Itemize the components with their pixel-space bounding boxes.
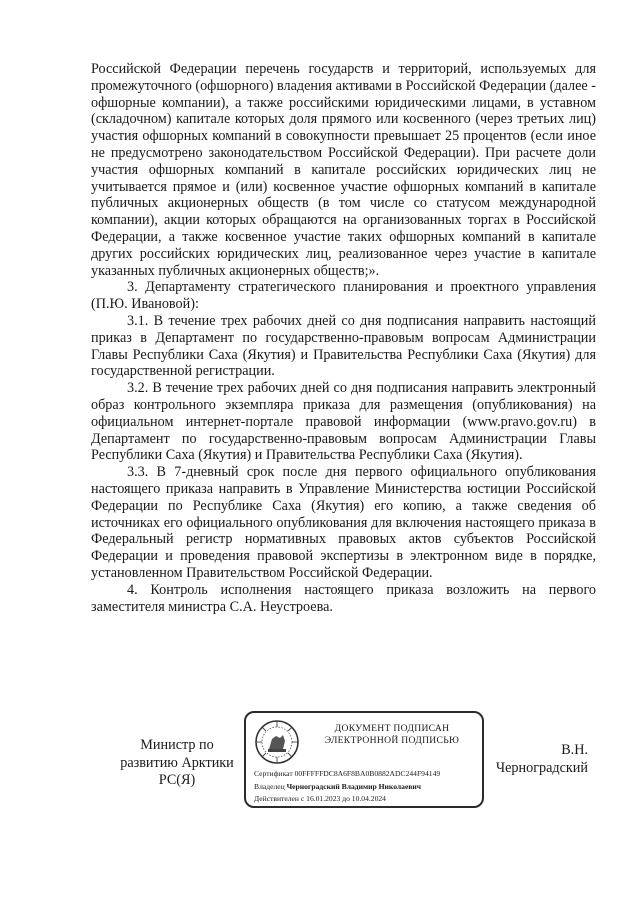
valid-label: Действителен с	[254, 794, 305, 803]
valid-from: 16.01.2023	[306, 794, 341, 803]
stamp-title-line: ДОКУМЕНТ ПОДПИСАН	[334, 723, 450, 734]
stamp-owner-row	[254, 781, 480, 794]
valid-to: 10.04.2024	[351, 794, 386, 803]
signatory-position-line: развитию Арктики	[120, 754, 234, 771]
stamp-details	[254, 768, 480, 806]
signatory-position-line: Министр по	[140, 737, 214, 753]
certificate-value: 00FFFFFDC8A6F8BA0B0882ADC244F94149	[294, 769, 441, 778]
yakutia-coat-of-arms-icon	[254, 719, 300, 765]
paragraph-3-2-publication: 3.2. В течение трех рабочих дней со дня подписания направить электронный образ контрольного экземпляра приказа для размещения (опубликования) на официальном интернет-портале правовой информации (www.pravo.gov.ru) в Департамент по государственно-правовым вопросам Администрации Главы Республики Саха (Якутия) и Правительства Республики Саха (Якутия).	[91, 380, 596, 464]
owner-label: Владелец	[254, 781, 285, 791]
paragraph-3-department-order: 3. Департаменту стратегического планирования и проектного управления (П.Ю. Ивановой):	[91, 279, 596, 313]
stamp-validity-row	[254, 793, 480, 806]
document-body	[91, 61, 596, 615]
stamp-certificate-row	[254, 768, 480, 781]
paragraph-4-control: 4. Контроль исполнения настоящего приказа возложить на первого заместителя министра С.А. Неустроева.	[91, 581, 596, 615]
valid-to-label: до	[342, 794, 350, 803]
paragraph-offshore-definition: Российской Федерации перечень государств и территорий, используемых для промежуточного (офшорного) владения активами в Российской Федерации (далее - офшорные компании), а также российскими юридическими лицами, в уставном (складочном) капитале которых доля прямого или косвенного (через третьих лиц) участия офшорных компаний в совокупности превышает 25 процентов (если иное не предусмотрено законодательством Российской Федерации). При расчете доли участия офшорных компаний в капитале российских юридических лиц не учитывается прямое и (или) косвенное участие офшорных компаний в капитале публичных акционерных обществ (в том числе со статусом международной компании), акции которых обращаются на организованных торгах в Российской Федерации, а также косвенное участие таких офшорных компаний в капитале других российских юридических лиц, реализованное через участие в капитале указанных публичных акционерных обществ;».	[91, 61, 596, 279]
paragraph-3-1-registration: 3.1. В течение трех рабочих дней со дня подписания направить настоящий приказ в Департамент по государственно-правовым вопросам Администрации Главы Республики Саха (Якутия) и Правительства Республики Саха (Якутия) для государственной регистрации.	[91, 312, 596, 380]
certificate-label: Сертификат	[254, 769, 293, 778]
signatory-surname: Черноградский	[495, 759, 588, 776]
stamp-title	[304, 723, 480, 747]
signatory-name	[482, 742, 588, 777]
owner-value: Черноградский Владимир Николаевич	[286, 781, 422, 791]
signatory-position-line: РС(Я)	[158, 772, 196, 788]
stamp-title-line: ЭЛЕКТРОННОЙ ПОДПИСЬЮ	[324, 735, 460, 746]
paragraph-3-3-justice-ministry: 3.3. В 7-дневный срок после дня первого официального опубликования настоящего приказа направить в Управление Министерства юстиции Российской Федерации по Республике Саха (Якутия) его копию, а также сведения об источниках его официального опубликования для включения настоящего приказа в Федеральный регистр нормативных правовых актов субъектов Российской Федерации и проведения правовой экспертизы в электронном виде в порядке, установленном Правительством Российской Федерации.	[91, 464, 596, 581]
signatory-position	[112, 737, 242, 790]
electronic-signature-stamp	[244, 711, 484, 808]
signatory-initials: В.Н.	[561, 742, 588, 758]
